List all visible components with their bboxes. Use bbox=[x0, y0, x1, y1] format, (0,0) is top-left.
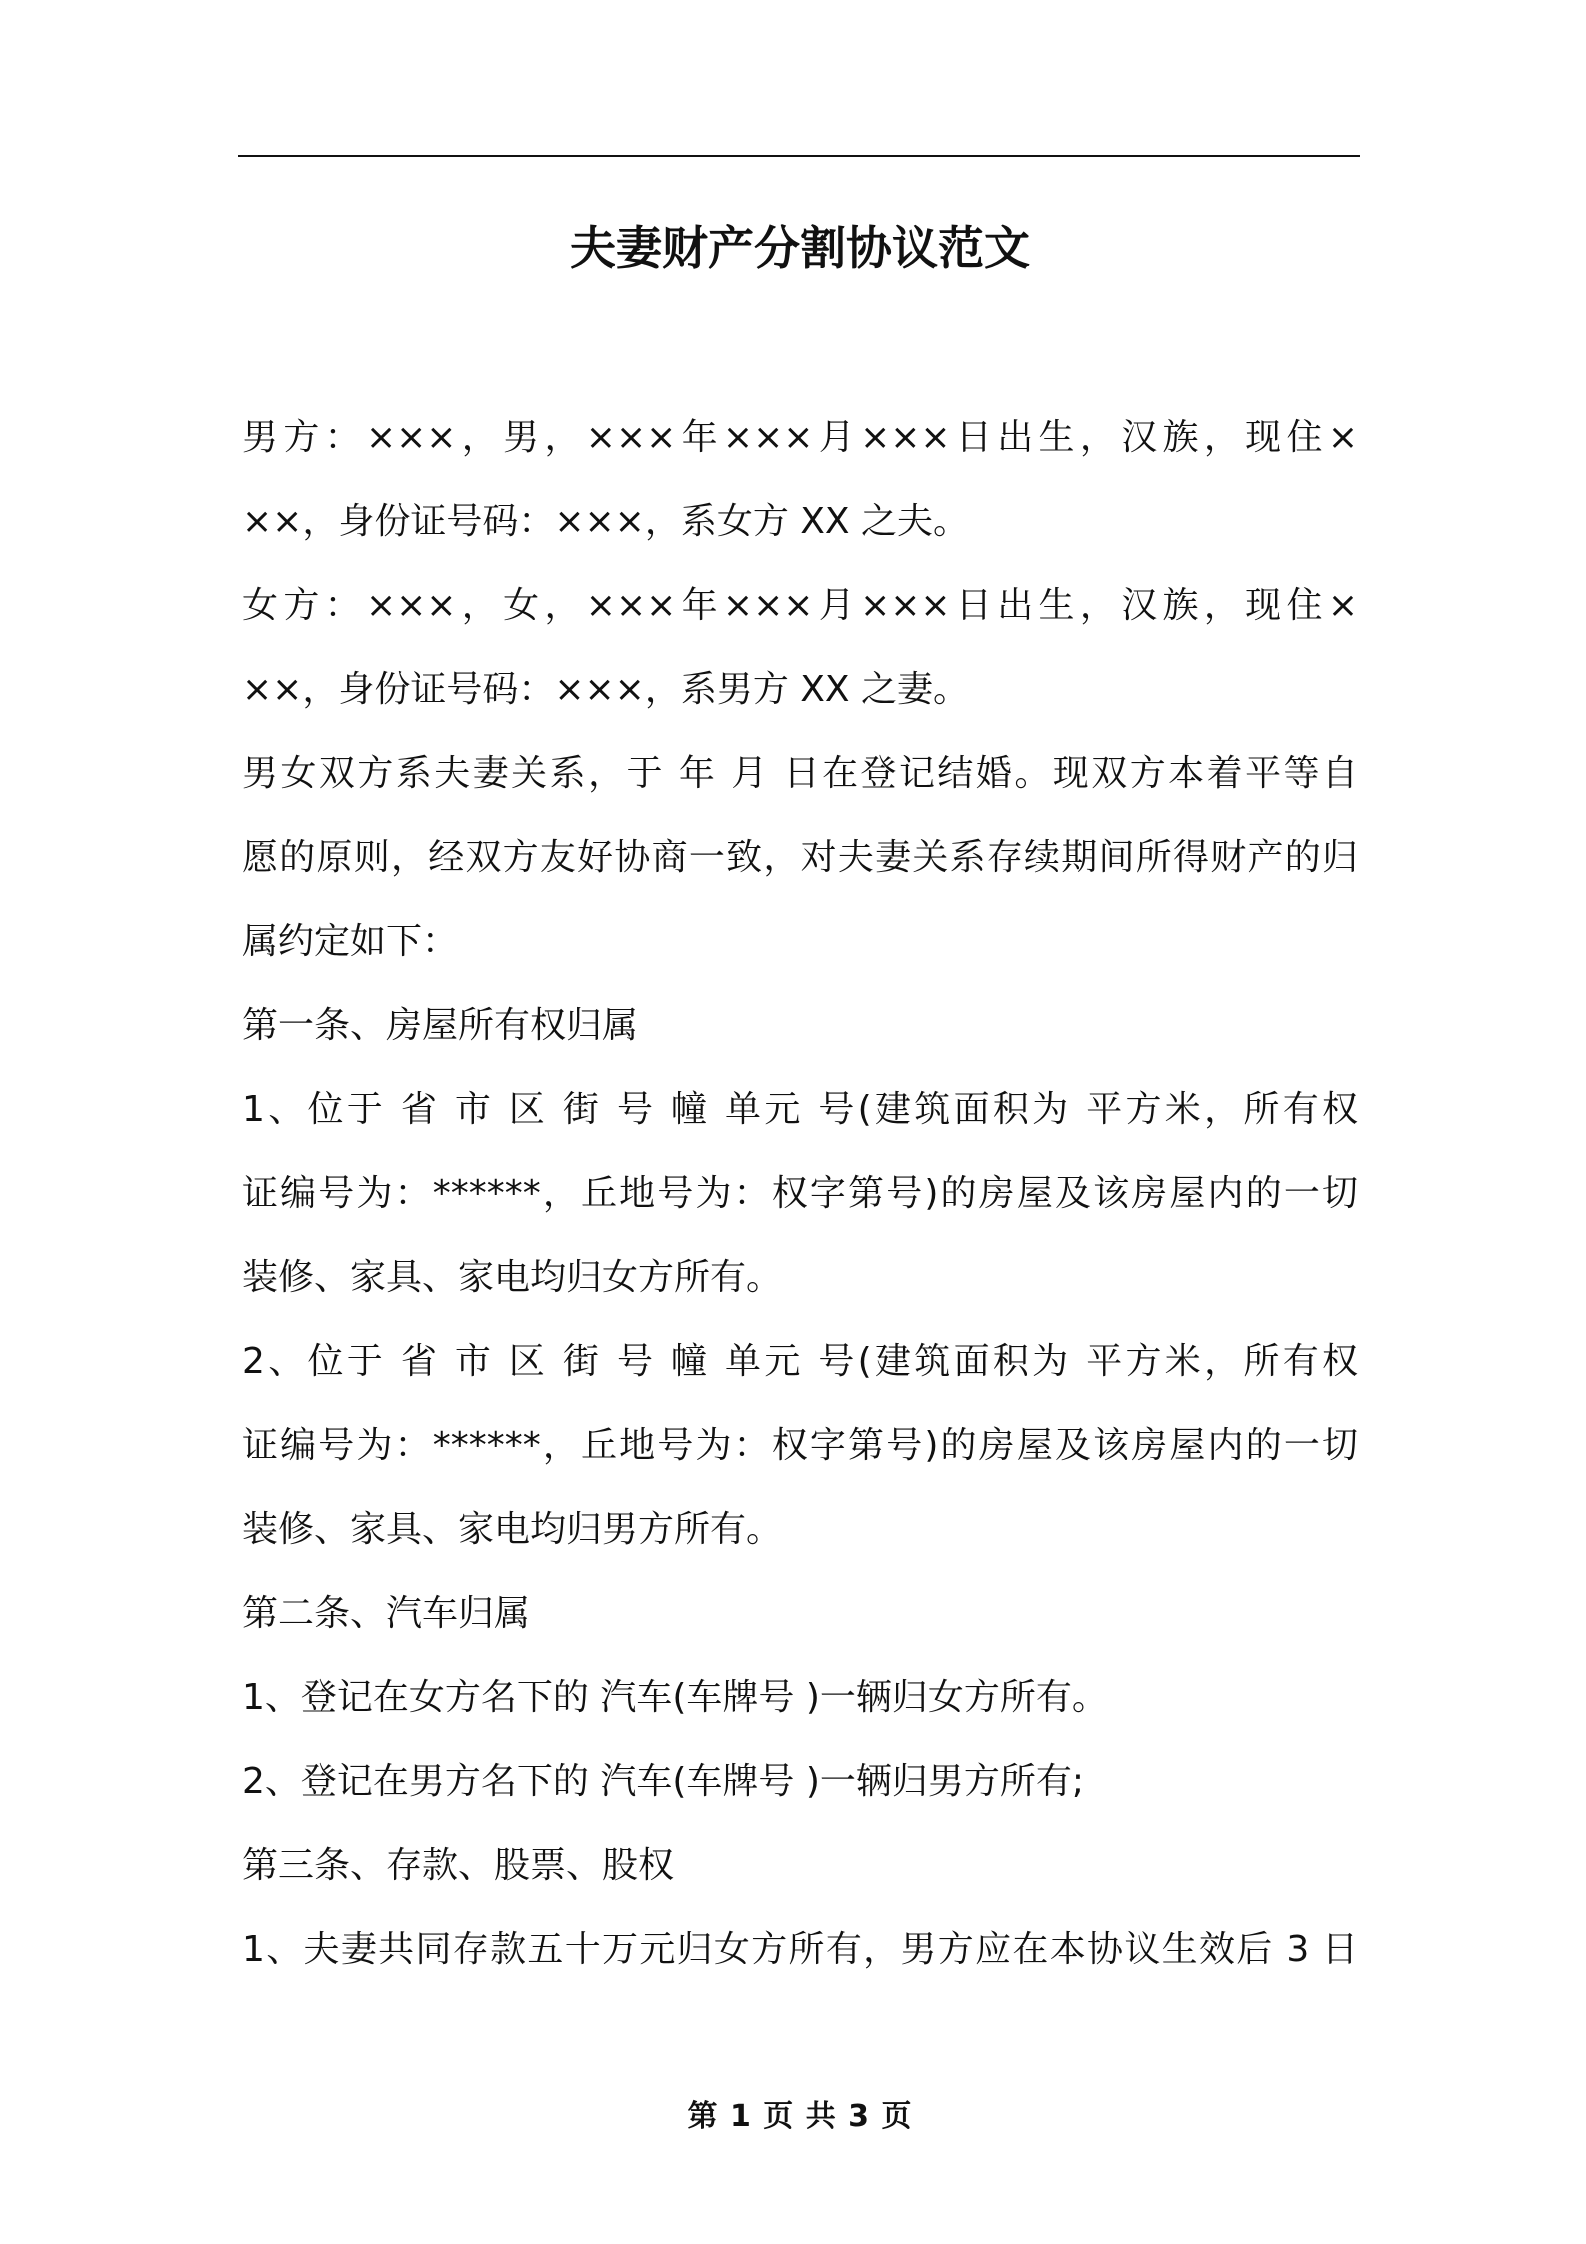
text-line: 证编号为：******，丘地号为：权字第号)的房屋及该房屋内的一切 bbox=[242, 1173, 1358, 1214]
document-title: 夫妻财产分割协议范文 bbox=[570, 221, 1030, 275]
text-line: 男方：×××，男，×××年×××月×××日出生，汉族，现住× bbox=[242, 417, 1358, 458]
text-line: 证编号为：******，丘地号为：权字第号)的房屋及该房屋内的一切 bbox=[242, 1425, 1358, 1466]
text-line: 2、登记在男方名下的 汽车(车牌号 )一辆归男方所有; bbox=[242, 1761, 1085, 1802]
page-footer: 第 1 页 共 3 页 bbox=[687, 2099, 913, 2134]
text-line: 第一条、房屋所有权归属 bbox=[242, 1005, 639, 1046]
text-line: 装修、家具、家电均归女方所有。 bbox=[242, 1257, 783, 1298]
text-line: 装修、家具、家电均归男方所有。 bbox=[242, 1509, 783, 1550]
text-line: 1、登记在女方名下的 汽车(车牌号 )一辆归女方所有。 bbox=[242, 1677, 1108, 1718]
clause-1-1-house bbox=[242, 1068, 1358, 1320]
text-line: ××，身份证号码：×××，系男方 XX 之妻。 bbox=[242, 669, 970, 710]
text-line: ××，身份证号码：×××，系女方 XX 之夫。 bbox=[242, 501, 970, 542]
section-heading-article-3 bbox=[242, 1824, 1358, 1908]
clause-3-1-deposit bbox=[242, 1908, 1358, 1992]
text-line: 愿的原则，经双方友好协商一致，对夫妻关系存续期间所得财产的归 bbox=[242, 837, 1358, 878]
section-heading-article-1 bbox=[242, 984, 1358, 1068]
paragraph-preamble bbox=[242, 732, 1358, 984]
clause-2-1-car bbox=[242, 1656, 1358, 1740]
clause-1-2-house bbox=[242, 1320, 1358, 1572]
text-line: 2、位于 省 市 区 街 号 幢 单元 号(建筑面积为 平方米，所有权 bbox=[242, 1341, 1358, 1382]
section-heading-article-2 bbox=[242, 1572, 1358, 1656]
text-line: 第三条、存款、股票、股权 bbox=[242, 1845, 675, 1886]
text-line: 第二条、汽车归属 bbox=[242, 1593, 531, 1634]
text-line: 男女双方系夫妻关系，于 年 月 日在登记结婚。现双方本着平等自 bbox=[242, 753, 1358, 794]
text-line: 1、位于 省 市 区 街 号 幢 单元 号(建筑面积为 平方米，所有权 bbox=[242, 1089, 1358, 1130]
document-body bbox=[242, 396, 1358, 1992]
text-line: 女方：×××，女，×××年×××月×××日出生，汉族，现住× bbox=[242, 585, 1358, 626]
clause-2-2-car bbox=[242, 1740, 1358, 1824]
text-line: 1、夫妻共同存款五十万元归女方所有，男方应在本协议生效后 3 日 bbox=[242, 1929, 1358, 1970]
text-line: 属约定如下： bbox=[242, 921, 459, 962]
paragraph-man-info bbox=[242, 396, 1358, 564]
header-rule bbox=[238, 155, 1360, 157]
paragraph-woman-info bbox=[242, 564, 1358, 732]
